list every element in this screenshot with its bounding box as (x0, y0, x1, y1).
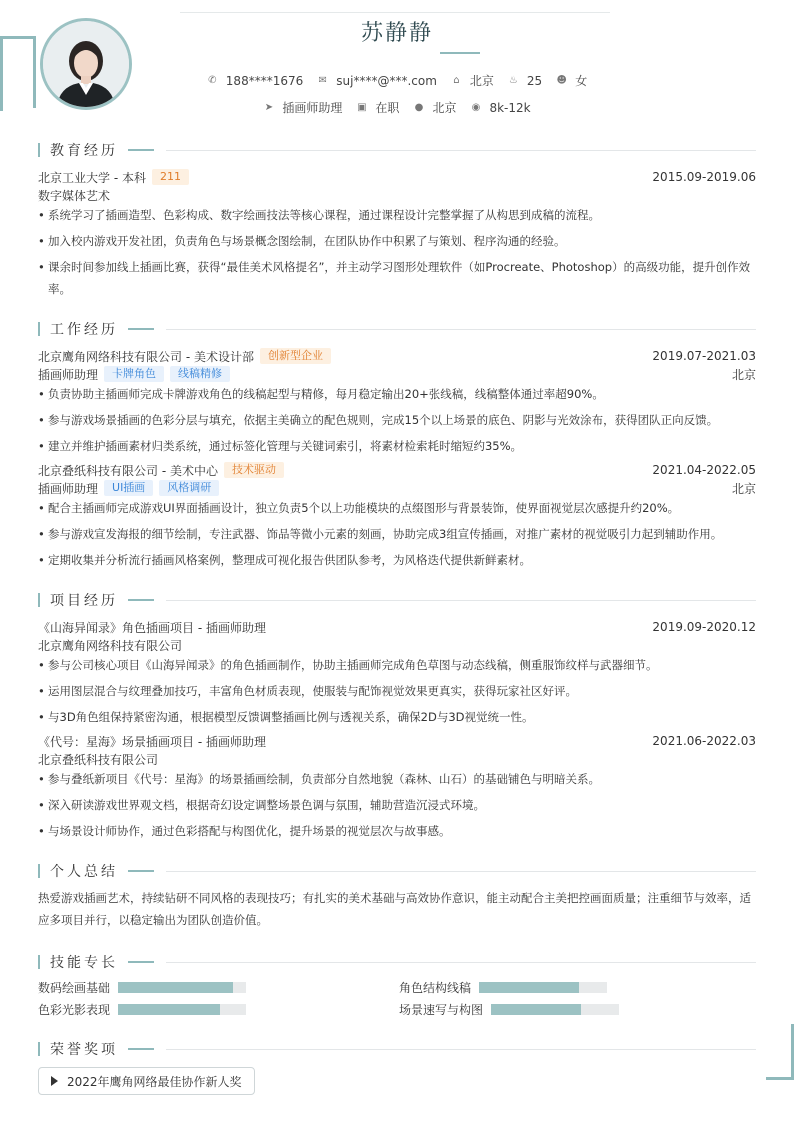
section-title: 工作经历 (50, 322, 118, 338)
section-title: 个人总结 (50, 864, 118, 880)
section-title: 技能专长 (50, 955, 118, 971)
list-item: • 深入研读游戏世界观文档，根据奇幻设定调整场景色调与氛围，辅助营造沉浸式环境。 (38, 794, 756, 816)
skill-name: 数码绘画基础 (38, 980, 111, 995)
project-date: 2019.09-2020.12 (652, 620, 756, 634)
project-section (38, 590, 756, 846)
info-text: 188****1676 (225, 73, 304, 88)
role: 插画师助理 (38, 367, 99, 382)
section-header (38, 1039, 756, 1059)
section-title: 教育经历 (50, 143, 118, 159)
skill-item (399, 978, 719, 996)
major-row (38, 186, 756, 204)
project-row (38, 618, 756, 636)
award-text: 2022年鹰角网络最佳协作新人奖 (67, 1074, 242, 1089)
info-item (470, 101, 530, 115)
section-title: 项目经历 (50, 593, 118, 609)
briefcase-icon: ▣ (357, 102, 367, 113)
skill-bar (491, 1004, 619, 1015)
section-header (38, 952, 756, 972)
work-city: 北京 (731, 481, 756, 496)
project-company: 北京鹰角网络科技有限公司 (38, 638, 183, 653)
info-text: 8k-12k (489, 100, 531, 115)
list-item: • 定期收集并分析流行插画风格案例，整理成可视化报告供团队参考，为风格迭代提供新鲜素材。 (38, 549, 756, 571)
company-tag: 创新型企业 (260, 348, 331, 364)
skill-bar (118, 1004, 246, 1015)
skill-bar (479, 982, 607, 993)
phone-icon: ✆ (208, 75, 217, 86)
education-bullets (38, 204, 756, 300)
info-text: 插画师助理 (282, 101, 343, 115)
skills-section (38, 952, 756, 1018)
info-item (413, 99, 456, 116)
info-text: 女 (575, 74, 588, 88)
info-text: suj****@***.com (336, 73, 437, 88)
education-date: 2015.09-2019.06 (652, 170, 756, 184)
work-date: 2019.07-2021.03 (652, 349, 756, 363)
info-item (263, 99, 342, 116)
list-item: • 系统学习了插画造型、色彩构成、数字绘画技法等核心课程，通过课程设计完整掌握了从构思到成稿的流程。 (38, 204, 756, 226)
project-title: 《山海异闻录》角色插画项目 - 插画师助理 (38, 620, 266, 635)
work-bullets (38, 383, 756, 457)
major: 数字媒体艺术 (38, 188, 111, 203)
list-item: • 运用图层混合与纹理叠加技巧，丰富角色材质表现，使服装与配饰视觉效果更真实，获得玩家社区好评。 (38, 680, 756, 702)
name-underline (440, 52, 480, 54)
awards-section (38, 1039, 756, 1095)
skill-bar-fill (479, 982, 579, 993)
list-item: • 负责协助主插画师完成卡牌游戏角色的线稿起型与精修，每月稳定输出20+张线稿，线稿整体通过率超90%。 (38, 383, 756, 405)
work-date: 2021.04-2022.05 (652, 463, 756, 477)
summary-section (38, 861, 756, 931)
gender-icon: ☻ (556, 75, 567, 86)
info-text: 北京 (469, 74, 494, 88)
skill-bar-fill (491, 1004, 581, 1015)
work-bullets (38, 497, 756, 571)
section-header (38, 590, 756, 610)
corner-decoration-bottom-right (766, 1024, 794, 1080)
skill-tag: 风格调研 (159, 480, 219, 496)
award-item (38, 1067, 255, 1095)
section-header (38, 861, 756, 881)
header-divider (180, 12, 610, 13)
skill-bar-fill (118, 1004, 220, 1015)
section-header (38, 140, 756, 160)
project-bullets (38, 768, 756, 842)
skill-item (399, 1000, 719, 1018)
list-item: • 与场景设计师协作，通过色彩搭配与构图优化，提升场景的视觉层次与故事感。 (38, 820, 756, 842)
education-row (38, 168, 756, 186)
info-item (508, 74, 542, 88)
project-company: 北京叠纸科技有限公司 (38, 752, 159, 767)
list-item: • 课余时间参加线上插画比赛，获得“最佳美术风格提名”，并主动学习图形处理软件（如Procreate、Photoshop）的高级功能，提升创作效率。 (38, 256, 756, 300)
list-item: • 与3D角色组保持紧密沟通，根据模型反馈调整插画比例与透视关系，确保2D与3D视觉统一性。 (38, 706, 756, 728)
cake-icon: ♨ (508, 75, 518, 86)
school-name: 北京工业大学 - 本科 (38, 170, 146, 185)
role: 插画师助理 (38, 481, 99, 496)
mail-icon: ✉ (318, 75, 327, 86)
list-item: • 参与游戏场景插画的色彩分层与填充，依据主美确立的配色规则，完成15个以上场景的底色、阴影与光效涂布，获得团队正向反馈。 (38, 409, 756, 431)
skill-item (38, 978, 399, 996)
skill-bar-fill (118, 982, 233, 993)
contact-info-row (0, 72, 794, 89)
play-icon (51, 1076, 58, 1086)
skill-item (38, 1000, 399, 1018)
project-company-row (38, 750, 756, 768)
info-item (356, 99, 399, 116)
send-icon: ➤ (264, 102, 274, 113)
education-section (38, 140, 756, 304)
info-item (556, 72, 587, 89)
work-city: 北京 (731, 367, 756, 382)
school-tag: 211 (152, 169, 189, 185)
company-tag: 技术驱动 (224, 462, 284, 478)
skill-tag: 线稿精修 (170, 366, 230, 382)
company-name: 北京叠纸科技有限公司 - 美术中心 (38, 463, 218, 478)
skill-tag: UI插画 (104, 480, 153, 496)
info-item (317, 74, 437, 88)
work-role-row (38, 365, 756, 383)
list-item: • 加入校内游戏开发社团，负责角色与场景概念图绘制，在团队协作中积累了与策划、程序沟通的经验。 (38, 230, 756, 252)
info-text: 北京 (432, 101, 457, 115)
info-text: 在职 (375, 101, 400, 115)
work-section (38, 319, 756, 575)
skill-name: 角色结构线稿 (399, 980, 472, 995)
work-company-row (38, 461, 756, 479)
skill-name: 场景速写与构图 (399, 1002, 484, 1017)
list-item: • 配合主插画师完成游戏UI界面插画设计，独立负责5个以上功能模块的点缀图形与背景装饰，使界面视觉层次感提升约20%。 (38, 497, 756, 519)
location-icon: ● (414, 102, 424, 113)
section-header (38, 319, 756, 339)
info-text: 25 (526, 73, 543, 88)
skill-name: 色彩光影表现 (38, 1002, 111, 1017)
company-name: 北京鹰角网络科技有限公司 - 美术设计部 (38, 349, 254, 364)
project-date: 2021.06-2022.03 (652, 734, 756, 748)
project-row (38, 732, 756, 750)
home-icon: ⌂ (453, 75, 460, 86)
work-role-row (38, 479, 756, 497)
money-icon: ◉ (471, 102, 481, 113)
list-item: • 参与叠纸新项目《代号：星海》的场景插画绘制，负责部分自然地貌（森林、山石）的基础铺色与明暗关系。 (38, 768, 756, 790)
skill-tag: 卡牌角色 (104, 366, 164, 382)
project-company-row (38, 636, 756, 654)
work-company-row (38, 347, 756, 365)
section-title: 荣誉奖项 (50, 1042, 118, 1058)
project-title: 《代号：星海》场景插画项目 - 插画师助理 (38, 734, 266, 749)
skill-bar (118, 982, 246, 993)
candidate-name: 苏静静 (360, 21, 433, 46)
list-item: • 建立并维护插画素材归类系统，通过标签化管理与关键词索引，将素材检索耗时缩短约35%。 (38, 435, 756, 457)
summary-text: 热爱游戏插画艺术，持续钻研不同风格的表现技巧；有扎实的美术基础与高效协作意识，能主动配合主美把控画面质量；注重细节与效率，适应多项目并行，以稳定输出为团队创造价值。 (38, 891, 751, 927)
project-bullets (38, 654, 756, 728)
info-item (451, 72, 494, 89)
info-item (207, 74, 303, 88)
list-item: • 参与游戏宣发海报的细节绘制，专注武器、饰品等微小元素的刻画，协助完成3组宣传插画，对推广素材的视觉吸引力起到辅助作用。 (38, 523, 756, 545)
skill-list (38, 978, 756, 1018)
job-intent-row (0, 99, 794, 116)
list-item: • 参与公司核心项目《山海异闻录》的角色插画制作，协助主插画师完成角色草图与动态线稿，侧重服饰纹样与武器细节。 (38, 654, 756, 676)
